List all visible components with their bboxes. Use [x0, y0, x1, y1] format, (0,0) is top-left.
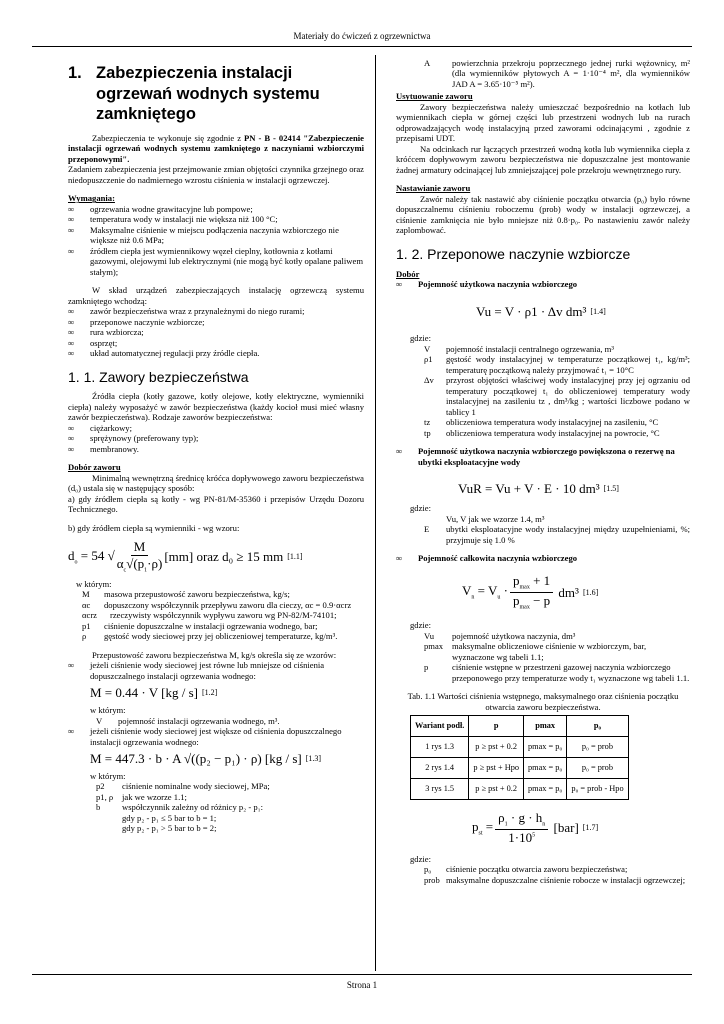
caption-1-6: [396, 553, 690, 563]
caption-1-5: [396, 446, 690, 467]
page-header: Materiały do ćwiczeń z ogrzewnictwa: [293, 31, 431, 41]
formula-1-5-text: VuR = Vu + V · E · 10 dm³: [458, 481, 600, 497]
where-label: w którym:: [76, 578, 112, 589]
table-row: 1 rys 1.3 p ≥ pst + 0.2 pmax = p₀ p₀ = prob: [411, 737, 629, 758]
where-label: w którym:: [90, 705, 126, 716]
valve-selection-a: a) gdy źródłem ciepła są kotły - wg PN-81/M-35360 i przepisów Urzędu Dozoru Technicznego.: [68, 493, 364, 515]
formula-1-6-unit: dm³: [555, 584, 579, 600]
list-item: ∞ temperatura wody w instalacji nie większa niż 100 °C;: [68, 214, 278, 225]
infinity-bullet-icon: ∞: [396, 279, 403, 290]
list-item: ∞ jeżeli ciśnienie wody sieciowej jest większe od ciśnienia dopuszczalnego instalacji ogrzewania wodnego:: [68, 726, 342, 747]
formula-1-6-ref: [1.6]: [582, 588, 599, 597]
case-1: [68, 660, 364, 681]
formula-1-1-ref: [1.1]: [287, 552, 303, 562]
definition-row: Vu pojemność użytkowa naczynia, dm³: [424, 630, 576, 641]
list-item: ∞ ogrzewania wodne grawitacyjne lub pompowe;: [68, 203, 253, 214]
definition-row: ρ gęstość wody sieciowej przy jej obliczeniowej temperaturze, kg/m³.: [82, 631, 338, 642]
intro-purpose: Zadaniem zabezpieczenia jest przejmowanie zmian objętości czynnika grzejnego oraz niedopuszczenie do nadmiernego wzrostu ciśnienia w instalacji ogrzewczej.: [68, 164, 364, 185]
caption-1-4: [396, 279, 690, 289]
infinity-bullet-icon: ∞: [68, 306, 75, 317]
defs-1-5: [410, 514, 690, 545]
formula-1-6-lhs: $V_n = V_u$ ·: [462, 583, 508, 602]
chapter-number: 1.: [68, 64, 82, 82]
defs-1-6: [410, 631, 690, 683]
formula-1-2: [90, 685, 364, 701]
vessel-selection-title: Dobór: [396, 268, 420, 279]
infinity-bullet-icon: ∞: [68, 214, 75, 225]
infinity-bullet-icon: ∞: [68, 660, 75, 671]
infinity-bullet-icon: ∞: [396, 552, 403, 563]
defs-1-7: [410, 864, 690, 885]
definition-row: b współczynnik zależny od różnicy p₂ - p₁:: [96, 802, 264, 813]
intro-paragraph: [68, 133, 364, 164]
formula-1-3-text: M = 447.3 · b · A √((p₂ − p₁) · ρ) [kg / s]: [90, 751, 302, 767]
defs-1-4: [410, 344, 690, 438]
table-row: 3 rys 1.5 p ≥ pst + 0.2 pmax = p₀ p₀ = prob - Hpo: [411, 779, 629, 800]
list-item: ∞ osprzęt;: [68, 337, 118, 348]
infinity-bullet-icon: ∞: [68, 433, 75, 444]
components-intro: W skład urządzeń zabezpieczających instalację ogrzewczą systemu zamkniętego wchodzą:: [68, 285, 364, 306]
setting-title: Nastawianie zaworu: [396, 183, 471, 194]
formula-1-1-fraction: [117, 539, 163, 575]
definition-row: tp obliczeniowa temperatura wody instalacyjnej na powrocie, °C: [424, 427, 660, 438]
definition-row: Δv przyrost objętości właściwej wody instalacyjnej przy jej ogrzaniu od temperatury początkowej t₁ do obliczeniowej temperatury wody instalacyjnej na zasileniu tz , dm³/kg ; wartości liczbowe podano w tablicy 1: [424, 375, 690, 417]
list-item: ∞ źródłem ciepła jest wymiennikowy węzeł cieplny, kotłownia z kotłami gazowymi, olejowymi lub elektrycznymi (nie mogą być kotły opalane paliwem stałym);: [68, 245, 364, 277]
formula-1-6: [462, 573, 690, 612]
table-row: 2 rys 1.4 p ≥ pst + Hpo pmax = p₀ p₀ = prob: [411, 758, 629, 779]
chapter-title: [68, 63, 364, 125]
definition-row: gdy p₂ - p₁ > 5 bar to b = 2;: [122, 823, 217, 834]
formula-1-6-fraction: [510, 573, 553, 612]
definition-row: V pojemność instalacji centralnego ogrzewania, m³: [424, 343, 614, 354]
definition-row: p2 ciśnienie nominalne wody sieciowej, MPa;: [96, 781, 270, 792]
components-list: [68, 306, 364, 358]
definition-row: ρ1 gęstość wody instalacyjnej w temperaturze początkowej t₁, kg/m³; temperaturę początkową należy przyjmować t₁ = 10°C: [424, 354, 690, 375]
formula-1-4: [476, 304, 690, 320]
page-footer: Strona 1: [346, 980, 378, 990]
list-item: ∞ membranowy.: [68, 443, 139, 454]
formula-1-7-numerator: $\rho_1 \cdot g \cdot h_n$: [495, 810, 548, 830]
infinity-bullet-icon: ∞: [68, 203, 75, 214]
formula-1-7-denominator: $1\cdot 10^5$: [508, 830, 536, 846]
infinity-bullet-icon: ∞: [68, 316, 75, 327]
section-title-1-1: 1. 1. Zawory bezpieczeństwa: [68, 368, 249, 385]
infinity-bullet-icon: ∞: [68, 327, 75, 338]
list-item: ∞ jeżeli ciśnienie wody sieciowej jest równe lub mniejsze od ciśnienia dopuszczalnego instalacji ogrzewania wodnego:: [68, 660, 325, 681]
defs-1-3: [82, 781, 364, 833]
formula-1-1-denominator: $\alpha_c√(p_1\cdot\rho)$: [116, 556, 163, 574]
valve-types-list: [68, 423, 364, 454]
pressure-table: [410, 715, 629, 800]
footer-rule: [32, 974, 692, 975]
list-item: ∞ układ automatycznej regulacji przy źródle ciepła.: [68, 348, 260, 359]
list-item: ∞ Pojemność całkowita naczynia wzbiorczego: [396, 552, 578, 563]
where-label: gdzie:: [410, 333, 431, 344]
infinity-bullet-icon: ∞: [68, 422, 75, 433]
list-item: ∞ Pojemność użytkowa naczynia wzbiorczego: [396, 279, 578, 290]
case-2: [68, 726, 364, 747]
section-title-1-2: 1. 2. Przeponowe naczynie wzbiorcze: [396, 245, 631, 262]
placement-title: Usytuowanie zaworu: [396, 91, 473, 102]
setting-text: Zawór należy tak nastawić aby ciśnienie początku otwarcia (p₀) było równe dopuszczalnemu ciśnieniu roboczemu (prob) wody w instalacji ogrzewczej, a ciśnienie zamknięcia nie było mniejsze niż 0.8·p₀. Po nastawieniu zawór należy zaplombować.: [396, 193, 690, 236]
list-item: ∞ przeponowe naczynie wzbiorcze;: [68, 316, 205, 327]
definition-row: A powierzchnia przekroju poprzecznego jednej rurki wężownicy, m² (dla wymienników płytowych A = 1·10⁻⁴ m², dla wymienników JAD A = 3.65·10⁻⁵ m²).: [424, 58, 690, 89]
formula-1-3: [90, 751, 364, 767]
definition-row: M masowa przepustowość zaworu bezpieczeństwa, kg/s;: [82, 589, 290, 600]
definition-row: V pojemność instalacji ogrzewania wodnego, m³.: [96, 715, 280, 726]
infinity-bullet-icon: ∞: [68, 245, 75, 256]
table-header-row: [411, 716, 629, 737]
infinity-bullet-icon: ∞: [68, 443, 75, 454]
formula-1-7-fraction: [495, 810, 548, 846]
definition-row: pmax maksymalne obliczeniowe ciśnienie w wzbiorczym, bar, wyznaczone wg tabeli 1.1;: [424, 641, 647, 662]
table-header: Wariant podł.: [411, 716, 469, 737]
infinity-bullet-icon: ∞: [68, 726, 75, 737]
infinity-bullet-icon: ∞: [68, 224, 75, 235]
valve-selection-b: b) gdy źródłem ciepła są wymienniki - wg wzoru:: [68, 522, 240, 533]
definition-row: αcrz rzeczywisty współczynnik wypływu zaworu wg PN-82/M-74101;: [82, 610, 337, 621]
formula-1-7-unit: [bar]: [550, 820, 579, 836]
table-caption: Tab. 1.1 Wartości ciśnienia wstępnego, maksymalnego oraz ciśnienia początku otwarcia zaworu bezpieczeństwa.: [407, 691, 679, 712]
list-item: ∞ zawór bezpieczeństwa wraz z przynależnymi do niego rurami;: [68, 306, 305, 317]
formula-1-4-text: Vu = V · ρ1 · Δv dm³: [476, 303, 587, 319]
left-column: [68, 58, 364, 834]
formula-1-6-numerator: $p_{max} + 1$: [510, 573, 553, 593]
where-label: gdzie:: [410, 853, 431, 864]
infinity-bullet-icon: ∞: [68, 337, 75, 348]
table-header: p₀: [567, 716, 628, 737]
definition-row: gdy p₂ - p₁ ≤ 5 bar to b = 1;: [122, 812, 217, 823]
definition-row: p ciśnienie wstępne w przestrzeni gazowej naczynia wzbiorczego przeponowego przy temperaturze wody t₁ wyznaczone wg tabeli 1.1.: [424, 662, 690, 683]
formula-1-1-unit: [mm] oraz d₀ ≥ 15 mm: [164, 549, 284, 565]
norm-reference: PN - B - 02414 "Zabezpieczenie instalacji ogrzewań wodnych systemu zamkniętego z naczyniami wzbiorczymi przeponowymi".: [68, 132, 364, 164]
valve-selection-text: Minimalną wewnętrzną średnicę króćca dopływowego zaworu bezpieczeństwa (d₀) ustala się w następujący sposób:: [68, 472, 364, 494]
valve-selection-title: Dobór zaworu: [68, 462, 121, 473]
section-1-1-text: Źródła ciepła (kotły gazowe, kotły olejowe, kotły elektryczne, wymienniki ciepła) należy wyposażyć w zawór bezpieczeństwa (każdy kocioł musi mieć własny zawór bezpieczeństwa). Rodzaje zaworów bezpieczeństwa:: [68, 391, 364, 423]
formula-1-5-ref: [1.5]: [603, 484, 619, 494]
list-item: ∞ Maksymalne ciśnienie w miejscu podłączenia naczynia wzbiorczego nie większe niż 0.6 MPa;: [68, 224, 339, 246]
definition-row: p1, ρ jak we wzorze 1.1;: [96, 791, 187, 802]
infinity-bullet-icon: ∞: [396, 446, 403, 457]
right-column: [396, 58, 690, 885]
definition-row: αc dopuszczony współczynnik przepływu zaworu dla cieczy, αc = 0.9·αcrz: [82, 599, 352, 610]
formula-1-1: [68, 539, 364, 575]
placement-text-2: Na odcinkach rur łączących przestrzeń wodną kotła lub wymiennika ciepła z króćcem dopływowym zaworu bezpieczeństwa nie dopuszczalne jest montowanie żadnej armatury odcinającej lub zmniejszającej pole przekroju wewnętrznego rury.: [396, 143, 690, 175]
where-label: w którym:: [90, 770, 126, 781]
formula-1-1-lhs: $d_o = 54$ √: [68, 547, 115, 566]
list-item: ∞ sprężynowy (preferowany typ);: [68, 433, 199, 444]
requirements-title: Wymagania:: [68, 193, 115, 204]
formula-1-3-ref: [1.3]: [305, 754, 322, 764]
formula-1-1-numerator: M: [131, 539, 149, 556]
infinity-bullet-icon: ∞: [68, 348, 75, 359]
placement-text-1: Zawory bezpieczeństwa należy umieszczać bezpośrednio na kotłach lub wymiennikach ciepła w górnej części lub przestrzeni wodnych lub na rurach odprowadzających wodę instalacyjną przed zaworami odcinającymi , zgodnie z przepisami UDT.: [396, 101, 690, 144]
definition-row: Vu, V jak we wzorze 1.4, m³: [446, 513, 545, 524]
formula-1-6-denominator: $p_{max} - p$: [512, 593, 551, 611]
definition-row: E ubytki eksploatacyjne wody instalacyjnej między uzupełnieniami, %; przyjmuje się 1.0 %: [424, 524, 690, 545]
where-label: gdzie:: [410, 503, 431, 514]
formula-1-7-lhs: $p_{st}$ =: [472, 818, 494, 837]
throughput-text: Przepustowość zaworu bezpieczeństwa M, kg/s określa się ze wzorów:: [92, 649, 337, 660]
table-header: pmax: [524, 716, 567, 737]
table-header: p: [469, 716, 524, 737]
intro-text: Zabezpieczenia te wykonuje się zgodnie z: [92, 132, 242, 143]
column-divider: [375, 55, 376, 971]
formula-1-2-ref: [1.2]: [201, 688, 218, 698]
definition-row: prob maksymalne dopuszczalne ciśnienie robocze w instalacji ogrzewczej;: [424, 874, 686, 885]
list-item: ∞ ciężarkowy;: [68, 422, 132, 433]
chapter-title-text: Zabezpieczenia instalacji ogrzewań wodnych systemu zamkniętego: [96, 64, 320, 124]
formula-1-4-ref: [1.4]: [590, 306, 606, 316]
header-rule: [32, 46, 692, 47]
list-item: ∞ Pojemność użytkowa naczynia wzbiorczego powiększona o rezerwę na ubytki eksploatacyjne wody: [396, 446, 675, 467]
definition-row: p₀ ciśnienie początku otwarcia zaworu bezpieczeństwa;: [424, 864, 628, 875]
list-item: ∞ rura wzbiorcza;: [68, 327, 144, 338]
definition-row: tz obliczeniowa temperatura wody instalacyjnej na zasileniu, °C: [424, 417, 659, 428]
formula-1-7: [472, 810, 690, 846]
formula-1-2-text: M = 0.44 · V [kg / s]: [90, 685, 198, 701]
where-label: gdzie:: [410, 620, 431, 631]
requirements-list: [68, 204, 364, 277]
formula-1-7-ref: [1.7]: [582, 823, 599, 833]
formula-1-5: [458, 481, 690, 497]
defs-1-1: [68, 589, 364, 641]
definition-row: p1 ciśnienie dopuszczalne w instalacji ogrzewania wodnego, bar;: [82, 620, 318, 631]
